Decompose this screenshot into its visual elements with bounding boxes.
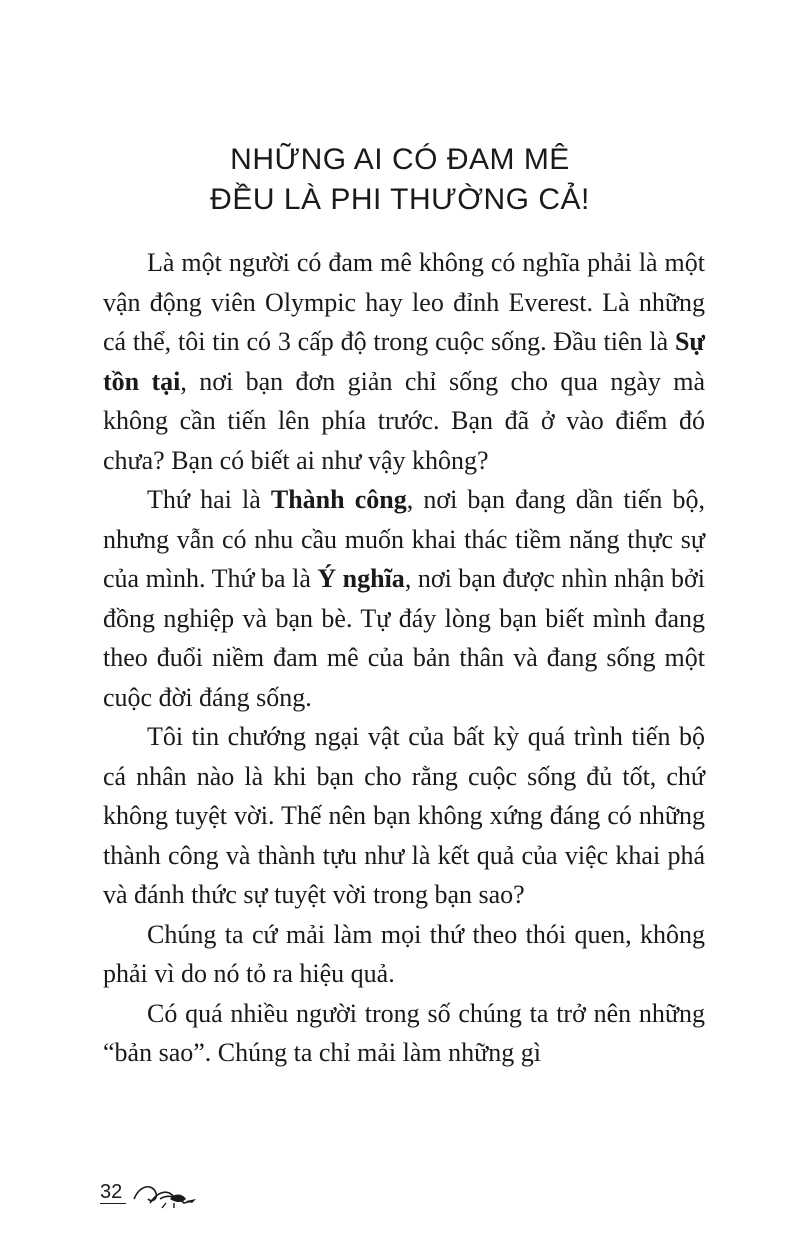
- paragraph-4: Chúng ta cứ mải làm mọi thứ theo thói quen, không phải vì do nó tỏ ra hiệu quả.: [103, 919, 705, 988]
- paragraph-5: Có quá nhiều người trong số chúng ta trở nên những “bản sao”. Chúng ta chỉ mải làm những gì: [103, 998, 705, 1067]
- term-thanh-cong: Thành công: [270, 485, 407, 514]
- paragraph-2: [103, 480, 705, 717]
- chapter-title: [0, 140, 800, 220]
- bird-doodle-icon: [130, 1177, 200, 1211]
- paragraph-1: [103, 243, 705, 480]
- paragraph-2-text-a: Thứ hai là: [147, 485, 271, 514]
- paragraph-3: Tôi tin chướng ngại vật của bất kỳ quá trình tiến bộ cá nhân nào là khi bạn cho rằng cuộc sống đủ tốt, chứ không tuyệt vời. Thế nên bạn không xứng đáng có những thành công và thành tựu như là kết quả của việc khai phá và đánh thức sự tuyệt vời trong bạn sao?: [103, 722, 705, 909]
- term-y-nghia: Ý nghĩa: [317, 564, 405, 593]
- chapter-title-line-2: ĐỀU LÀ PHI THƯỜNG CẢ!: [210, 183, 590, 216]
- term-su-ton-tai: Sự tồn tại: [103, 327, 705, 396]
- paragraph-1-text-b: , nơi bạn đơn giản chỉ sống cho qua ngày mà không cần tiến lên phía trước. Bạn đã ở vào điểm đó chưa? Bạn có biết ai như vậy không?: [103, 366, 706, 475]
- paragraph-1-text-a: Là một người có đam mê không có nghĩa phải là một vận động viên Olympic hay leo đỉnh Everest. Là những cá thể, tôi tin có 3 cấp độ trong cuộc sống. Đầu tiên là: [103, 248, 705, 356]
- page-number: 32: [100, 1181, 123, 1203]
- page-footer: [100, 1177, 220, 1217]
- body-text: [103, 243, 705, 1073]
- chapter-title-line-1: NHỮNG AI CÓ ĐAM MÊ: [230, 143, 570, 176]
- paragraph-2-text-c: , nơi bạn được nhìn nhận bởi đồng nghiệp và bạn bè. Tự đáy lòng bạn biết mình đang theo đuổi niềm đam mê của bản thân và đang sống một cuộc đời đáng sống.: [103, 564, 705, 712]
- paragraph-2-text-b: , nơi bạn đang dần tiến bộ, nhưng vẫn có nhu cầu muốn khai thác tiềm năng thực sự của mình. Thứ ba là: [103, 485, 705, 593]
